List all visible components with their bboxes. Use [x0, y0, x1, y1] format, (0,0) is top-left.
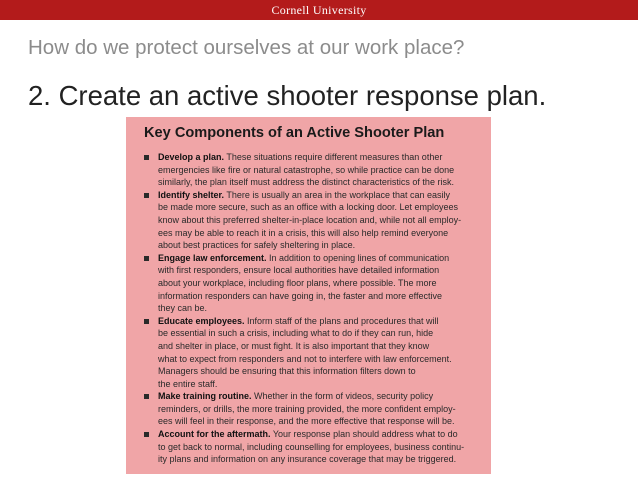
square-bullet-icon: [144, 256, 149, 261]
item-line: and shelter in place, or must fight. It is also important that they know: [158, 340, 430, 351]
item-lead: Identify shelter.: [158, 189, 225, 200]
item-text: Inform staff of the plans and procedures that will: [244, 315, 439, 326]
item-line: with first responders, ensure local authorities have detailed information: [158, 265, 440, 276]
item-first-line: [158, 315, 479, 328]
item-line: emergencies like fire or natural catastrophe, so while practice can be done: [158, 164, 455, 175]
item-text: In addition to opening lines of communication: [266, 252, 450, 263]
item-first-line: [158, 428, 479, 441]
item-first-line: [158, 189, 479, 202]
item-lead: Engage law enforcement.: [158, 252, 267, 263]
item-line: reminders, or drills, the more training provided, the more confident employ-: [158, 403, 456, 414]
item-line: similarly, the plan itself must address the distinct characteristics of the risk.: [158, 177, 454, 188]
item-line: what to expect from responders and not to interfere with law enforcement.: [158, 353, 452, 364]
item-first-line: [158, 151, 479, 164]
list-item: [144, 428, 479, 466]
item-line: know about this preferred shelter-in-place location and, while not all employ-: [158, 214, 462, 225]
item-text: Whether in the form of videos, security policy: [251, 391, 434, 402]
item-first-line: [158, 390, 479, 403]
item-text: These situations require different measures than other: [224, 152, 443, 162]
item-lead: Make training routine.: [158, 391, 252, 402]
cornell-university-logo: Cornell University: [271, 3, 367, 17]
list-item: [144, 390, 479, 428]
item-line: Managers should be ensuring that this information filters down to: [158, 366, 416, 377]
item-lead: Account for the aftermath.: [158, 429, 271, 440]
item-line: ees may be able to reach it in a crisis, this will also help remind everyone: [158, 227, 449, 238]
item-line: ees will feel in their response, and the more effective that response will be.: [158, 416, 455, 427]
item-line: about your workplace, including floor plans, where possible. The more: [158, 277, 437, 288]
square-bullet-icon: [144, 155, 149, 160]
square-bullet-icon: [144, 319, 149, 324]
item-line: be made more secure, such as an office with a locking door. Let employees: [158, 202, 459, 213]
item-line: about best practices for safely sheltering in place.: [158, 240, 356, 251]
item-line: the entire staff.: [158, 378, 218, 389]
item-text: Your response plan should address what to do: [270, 429, 458, 440]
slide-headline: 2. Create an active shooter response plan.: [28, 80, 547, 111]
slide-question: How do we protect ourselves at our work place?: [28, 36, 465, 59]
item-line: they can be.: [158, 303, 208, 314]
header-bar: [0, 0, 638, 20]
item-line: be essential in such a crisis, including what to do if they can run, hide: [158, 328, 434, 339]
list-item: [144, 315, 479, 391]
item-line: to get back to normal, including counselling for employees, business continu-: [158, 441, 465, 452]
active-shooter-plan-figure: [126, 117, 491, 474]
list-item: [144, 252, 479, 315]
figure-title: Key Components of an Active Shooter Plan: [144, 125, 445, 141]
item-lead: Educate employees.: [158, 315, 245, 326]
list-item: [144, 189, 479, 252]
square-bullet-icon: [144, 432, 149, 437]
item-line: information responders can have going in, the faster and more effective: [158, 290, 443, 301]
list-item: [144, 151, 479, 189]
plan-components-list: [144, 151, 479, 466]
item-first-line: [158, 252, 479, 265]
item-lead: Develop a plan.: [158, 152, 225, 162]
square-bullet-icon: [144, 193, 149, 198]
item-line: ity plans and information on any insurance coverage that may be triggered.: [158, 454, 457, 465]
item-text: There is usually an area in the workplace that can easily: [224, 189, 450, 200]
square-bullet-icon: [144, 394, 149, 399]
